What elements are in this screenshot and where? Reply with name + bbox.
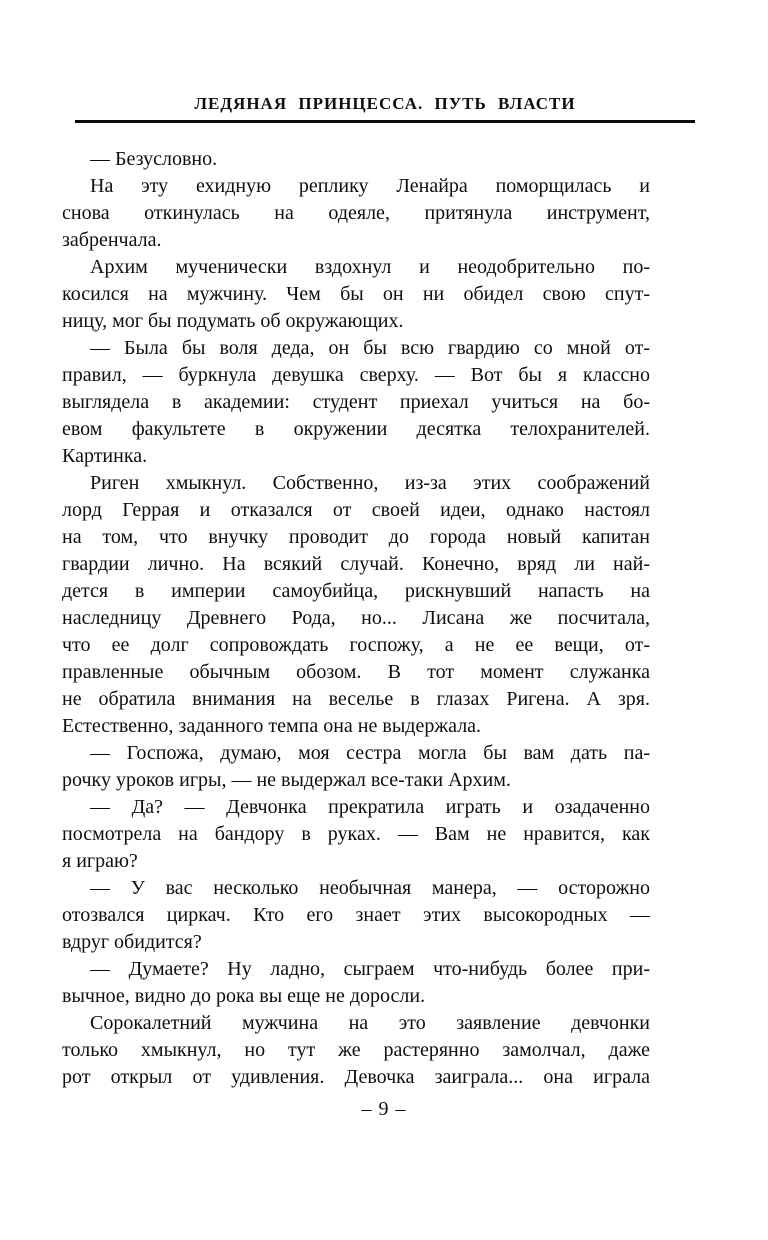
text-line: вдруг обидится?: [62, 931, 202, 953]
text-line: гвардии лично. На всякий случай. Конечно, вряд ли най-: [62, 553, 650, 575]
text-line: только хмыкнул, но тут же растерянно замолчал, даже: [62, 1039, 650, 1061]
paragraph: [62, 794, 650, 875]
text-line: Сорокалетний мужчина на это заявление девчонки: [90, 1012, 650, 1034]
text-line: — Да? — Девчонка прекратила играть и озадаченно: [90, 796, 650, 818]
paragraph: [62, 254, 650, 335]
paragraph: [62, 875, 650, 956]
text-line: вычное, видно до рока вы еще не доросли.: [62, 985, 426, 1007]
text-line: снова откинулась на одеяле, притянула инструмент,: [62, 202, 650, 224]
text-line: — Безусловно.: [90, 148, 218, 170]
text-line: что ее долг сопровождать госпожу, а не ее вещи, от-: [62, 634, 650, 656]
text-line: Архим мученически вздохнул и неодобрительно по-: [90, 256, 650, 278]
paragraph: [62, 335, 650, 470]
text-line: правленные обычным обозом. В тот момент служанка: [62, 661, 650, 683]
text-block: [62, 146, 650, 1091]
running-head-title: ЛЕДЯНАЯ ПРИНЦЕССА. ПУТЬ ВЛАСТИ: [194, 94, 576, 113]
text-line: рот открыл от удивления. Девочка заиграла... она играла: [62, 1066, 650, 1088]
header-divider-rule: [75, 120, 695, 123]
text-line: косился на мужчину. Чем бы он ни обидел свою спут-: [62, 283, 650, 305]
paragraph: [62, 470, 650, 740]
text-line: на том, что внучку проводит до города новый капитан: [62, 526, 650, 548]
text-line: правил, — буркнула девушка сверху. — Вот бы я классно: [62, 364, 650, 386]
text-line: — Госпожа, думаю, моя сестра могла бы вам дать па-: [90, 742, 650, 764]
text-line: дется в империи самоубийца, рискнувший напасть на: [62, 580, 650, 602]
text-line: выглядела в академии: студент приехал учиться на бо-: [62, 391, 650, 413]
text-line: ницу, мог бы подумать об окружающих.: [62, 310, 404, 332]
text-line: — Была бы воля деда, он бы всю гвардию со мной от-: [90, 337, 650, 359]
paragraph: [62, 146, 650, 173]
text-line: лорд Геррая и отказался от своей идеи, однако настоял: [62, 499, 650, 521]
text-line: не обратила внимания на веселье в глазах Ригена. А зря.: [62, 688, 650, 710]
text-line: Картинка.: [62, 445, 148, 467]
text-line: На эту ехидную реплику Ленайра поморщилась и: [90, 175, 650, 197]
text-line: отозвался циркач. Кто его знает этих высокородных —: [62, 904, 650, 926]
text-line: евом факультете в окружении десятка телохранителей.: [62, 418, 650, 440]
paragraph: [62, 956, 650, 1010]
text-line: наследницу Древнего Рода, но... Лисана же посчитала,: [62, 607, 650, 629]
paragraph: [62, 740, 650, 794]
text-line: я играю?: [62, 850, 138, 872]
text-line: — У вас несколько необычная манера, — осторожно: [90, 877, 650, 899]
paragraph: [62, 1010, 650, 1091]
text-line: — Думаете? Ну ладно, сыграем что-нибудь более при-: [90, 958, 650, 980]
text-line: забренчала.: [62, 229, 162, 251]
paragraph: [62, 173, 650, 254]
text-line: Естественно, заданного темпа она не выдержала.: [62, 715, 482, 737]
page-number: – 9 –: [361, 1098, 407, 1120]
text-line: рочку уроков игры, — не выдержал все-таки Архим.: [62, 769, 511, 791]
text-line: посмотрела на бандору в руках. — Вам не нравится, как: [62, 823, 650, 845]
text-line: Риген хмыкнул. Собственно, из-за этих соображений: [90, 472, 650, 494]
